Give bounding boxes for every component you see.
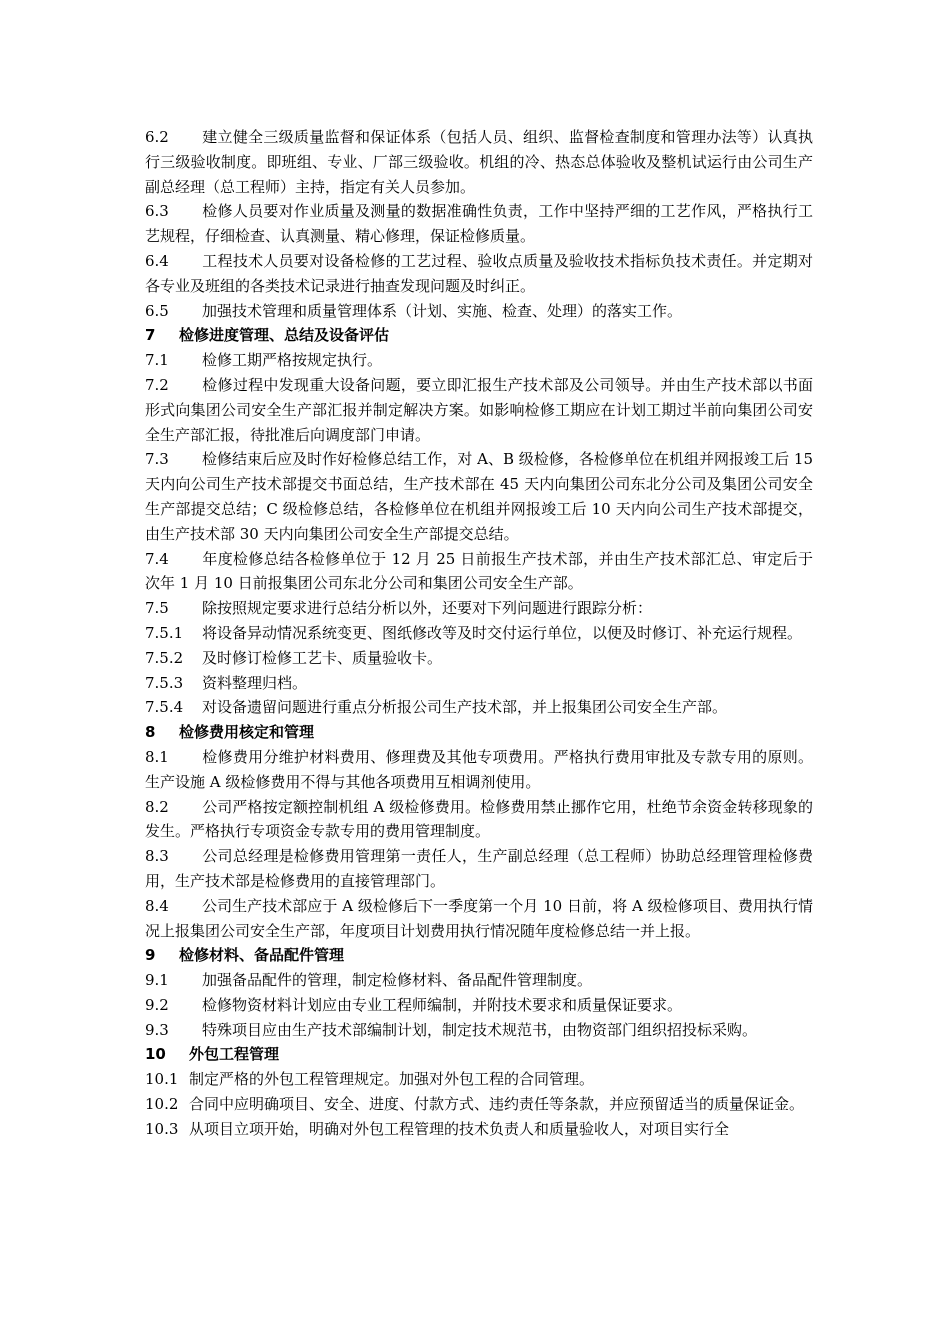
- clause-number: 7.4: [145, 549, 169, 568]
- clause-paragraph: [145, 348, 813, 373]
- section-heading: [145, 720, 813, 745]
- clause-paragraph: [145, 1092, 813, 1117]
- clause-paragraph: [145, 671, 813, 696]
- clause-number: 10.3: [145, 1119, 179, 1138]
- section-heading: [145, 943, 813, 968]
- clause-number: 7.5.3: [145, 673, 184, 692]
- document-body: [145, 125, 813, 1142]
- clause-text: 检修费用分维护材料费用、修理费及其他专项费用。严格执行费用审批及专款专用的原则。生产设施 A 级检修费用不得与其他各项费用互相调剂使用。: [145, 747, 813, 791]
- clause-paragraph: [145, 249, 813, 299]
- clause-number: 6.4: [145, 251, 169, 270]
- clause-number: 8.2: [145, 797, 169, 816]
- clause-paragraph: [145, 993, 813, 1018]
- clause-number: 7.5.2: [145, 648, 184, 667]
- clause-number: 6.5: [145, 301, 169, 320]
- clause-paragraph: [145, 894, 813, 944]
- clause-paragraph: [145, 1018, 813, 1043]
- clause-text: 将设备异动情况系统变更、图纸修改等及时交付运行单位，以便及时修订、补充运行规程。: [202, 623, 803, 642]
- clause-paragraph: [145, 1117, 813, 1142]
- clause-number: 6.3: [145, 202, 169, 221]
- section-title: 检修进度管理、总结及设备评估: [179, 326, 390, 345]
- section-title: 外包工程管理: [189, 1045, 280, 1064]
- clause-number: 7.5: [145, 599, 169, 618]
- clause-paragraph: [145, 373, 813, 447]
- clause-paragraph: [145, 968, 813, 993]
- section-number: 7: [145, 326, 156, 345]
- clause-text: 工程技术人员要对设备检修的工艺过程、验收点质量及验收技术指标负技术责任。并定期对各专业及班组的各类技术记录进行抽查发现问题及时纠正。: [145, 251, 813, 295]
- clause-text: 及时修订检修工艺卡、质量验收卡。: [202, 648, 443, 667]
- clause-paragraph: [145, 299, 813, 324]
- clause-number: 8.4: [145, 896, 169, 915]
- clause-number: 7.1: [145, 351, 169, 370]
- clause-paragraph: [145, 547, 813, 597]
- clause-text: 公司生产技术部应于 A 级检修后下一季度第一个月 10 日前，将 A 级检修项目、费用执行情况上报集团公司安全生产部，年度项目计划费用执行情况随年度检修总结一并上报。: [145, 896, 813, 940]
- section-heading: [145, 1042, 813, 1067]
- clause-text: 合同中应明确项目、安全、进度、付款方式、违约责任等条款，并应预留适当的质量保证金。: [189, 1095, 805, 1114]
- clause-number: 9.1: [145, 971, 169, 990]
- section-number: 8: [145, 723, 156, 742]
- clause-text: 除按照规定要求进行总结分析以外，还要对下列问题进行跟踪分析：: [202, 599, 653, 618]
- clause-text: 建立健全三级质量监督和保证体系（包括人员、组织、监督检查制度和管理办法等）认真执行三级验收制度。即班组、专业、厂部三级验收。机组的冷、热态总体验收及整机试运行由公司生产副总经理（总工程师）主持，指定有关人员参加。: [145, 128, 813, 196]
- clause-paragraph: [145, 844, 813, 894]
- clause-paragraph: [145, 447, 813, 546]
- clause-number: 8.3: [145, 847, 169, 866]
- clause-text: 检修人员要对作业质量及测量的数据准确性负责，工作中坚持严细的工艺作风，严格执行工艺规程，仔细检查、认真测量、精心修理，保证检修质量。: [145, 202, 813, 246]
- clause-text: 加强备品配件的管理，制定检修材料、备品配件管理制度。: [202, 971, 593, 990]
- clause-number: 7.5.1: [145, 623, 184, 642]
- section-title: 检修材料、备品配件管理: [179, 946, 345, 965]
- clause-text: 公司严格按定额控制机组 A 级检修费用。检修费用禁止挪作它用，杜绝节余资金转移现象的发生。严格执行专项资金专款专用的费用管理制度。: [145, 797, 813, 841]
- clause-paragraph: [145, 1067, 813, 1092]
- clause-text: 年度检修总结各检修单位于 12 月 25 日前报生产技术部，并由生产技术部汇总、审定后于次年 1 月 10 日前报集团公司东北分公司和集团公司安全生产部。: [145, 549, 813, 593]
- section-heading: [145, 323, 813, 348]
- clause-text: 制定严格的外包工程管理规定。加强对外包工程的合同管理。: [189, 1070, 595, 1089]
- clause-number: 9.2: [145, 995, 169, 1014]
- clause-paragraph: [145, 621, 813, 646]
- section-title: 检修费用核定和管理: [179, 723, 315, 742]
- clause-paragraph: [145, 646, 813, 671]
- clause-text: 加强技术管理和质量管理体系（计划、实施、检查、处理）的落实工作。: [202, 301, 683, 320]
- clause-text: 公司总经理是检修费用管理第一责任人，生产副总经理（总工程师）协助总经理管理检修费用，生产技术部是检修费用的直接管理部门。: [145, 847, 813, 890]
- clause-text: 检修工期严格按规定执行。: [202, 351, 383, 370]
- clause-number: 8.1: [145, 747, 169, 766]
- clause-text: 从项目立项开始，明确对外包工程管理的技术负责人和质量验收人，对项目实行全: [189, 1119, 730, 1138]
- clause-number: 7.5.4: [145, 698, 184, 717]
- clause-paragraph: [145, 596, 813, 621]
- clause-number: 6.2: [145, 128, 169, 146]
- clause-number: 7.2: [145, 375, 169, 394]
- clause-number: 9.3: [145, 1020, 169, 1039]
- clause-paragraph: [145, 199, 813, 249]
- clause-paragraph: [145, 745, 813, 795]
- clause-paragraph: [145, 125, 813, 199]
- clause-number: 7.3: [145, 450, 169, 469]
- clause-text: 资料整理归档。: [202, 673, 308, 692]
- clause-text: 检修结束后应及时作好检修总结工作，对 A、B 级检修，各检修单位在机组并网报竣工后 15 天内向公司生产技术部提交书面总结，生产技术部在 45 天内向集团公司东北分公司及集团公司安全生产部提交总结；C 级检修总结，各检修单位在机组并网报竣工后 10 天内向公司生产技术部提交，由生产技术部 30 天内向集团公司安全生产部提交总结。: [145, 450, 813, 543]
- clause-text: 检修物资材料计划应由专业工程师编制，并附技术要求和质量保证要求。: [202, 995, 683, 1014]
- section-number: 9: [145, 946, 156, 965]
- clause-paragraph: [145, 695, 813, 720]
- clause-number: 10.1: [145, 1070, 179, 1089]
- clause-text: 对设备遗留问题进行重点分析报公司生产技术部，并上报集团公司安全生产部。: [202, 698, 728, 717]
- section-number: 10: [145, 1045, 166, 1064]
- clause-number: 10.2: [145, 1095, 179, 1114]
- clause-paragraph: [145, 795, 813, 845]
- clause-text: 检修过程中发现重大设备问题，要立即汇报生产技术部及公司领导。并由生产技术部以书面形式向集团公司安全生产部汇报并制定解决方案。如影响检修工期应在计划工期过半前向集团公司安全生产部汇报，待批准后向调度部门申请。: [145, 375, 813, 444]
- clause-text: 特殊项目应由生产技术部编制计划，制定技术规范书，由物资部门组织招投标采购。: [202, 1020, 758, 1039]
